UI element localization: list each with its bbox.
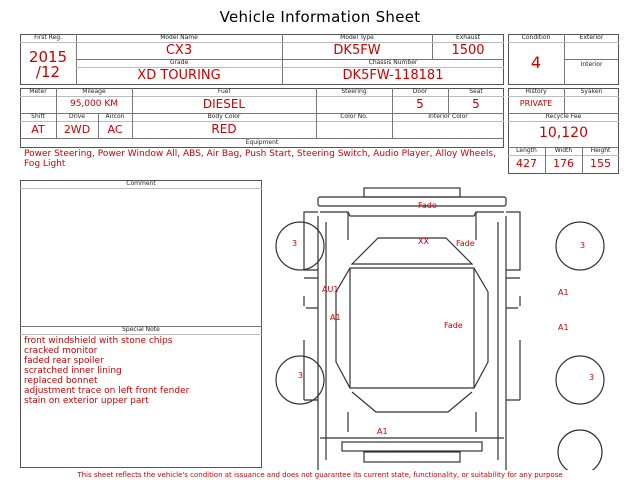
model-name-value: CX3 [165,43,193,58]
aircon-label: Aircon [105,113,125,120]
tire-rl-value: 3 [298,371,304,380]
meter-label: Meter [29,88,47,95]
chassis-number-label: Chassis Number [368,59,418,66]
model-name-label: Model Name [160,34,198,41]
interior-color-label: Interior Color [428,113,468,120]
mark-fade-hood: Fade [418,201,437,210]
first-reg-label: First Reg. [34,34,62,41]
exhaust-label: Exhaust [455,34,481,41]
mark-a1-left-door: A1 [330,313,341,322]
tire-rr-value: 3 [589,373,595,382]
mark-fade-center: Fade [444,321,463,330]
aircon-value: AC [107,123,123,136]
model-type-value: DK5FW [333,43,381,58]
history-label: History [525,88,547,95]
mark-a1-right-lower: A1 [558,323,569,332]
height-value: 155 [590,157,611,170]
first-reg-year: 2015 [28,48,68,66]
mark-xx: XX [418,237,429,246]
special-note-item: cracked monitor [24,346,98,356]
history-value: PRIVATE [519,99,553,108]
special-note-item: adjustment trace on left front fender [24,386,190,396]
comment-box [20,180,262,468]
mark-a1-right-upper: A1 [558,288,569,297]
equipment-value: Power Steering, Power Window All, ABS, Air Bag, Push Start, Steering Switch, Audio Player, Alloy Wheels, Fog Light [24,149,496,169]
first-reg-month: /12 [35,63,61,81]
color-no-label: Color No. [340,113,368,120]
grade-label: Grade [169,59,189,66]
height-label: Height [590,147,611,154]
body-color-value: RED [211,122,237,136]
condition-value: 4 [530,53,542,72]
recycle-fee-label: Recycle Fee [545,113,582,120]
length-value: 427 [516,157,537,170]
body-color-label: Body Color [207,113,241,120]
exterior-label: Exterior [579,34,604,41]
condition-label: Condition [521,34,551,41]
length-label: Length [516,147,537,154]
door-label: Door [412,88,428,95]
fuel-label: Fuel [217,88,231,95]
fuel-value: DIESEL [202,97,246,111]
tire-fr-value: 3 [580,241,586,250]
comment-label: Comment [126,180,156,187]
special-note-label: Special Note [122,326,160,333]
mileage-value: 95,000 KM [69,99,119,109]
model-type-label: Model Type [340,34,374,41]
seat-label: Seat [469,88,483,95]
drive-value: 2WD [63,123,91,136]
width-label: Width [554,147,573,154]
width-value: 176 [553,157,574,170]
special-note-item: replaced bonnet [24,376,98,386]
equipment-label: Equipment [245,139,279,146]
drive-label: Drive [69,113,85,120]
shift-value: AT [31,123,45,136]
mileage-label: Mileage [82,88,106,95]
recycle-fee-value: 10,120 [539,125,588,141]
tire-fl-value: 3 [292,239,298,248]
special-note-item: front windshield with stone chips [24,336,173,346]
special-note-list [24,336,189,406]
mark-au1: AU1 [322,285,339,294]
door-value: 5 [416,97,424,111]
steering-label: Steering [341,88,367,95]
mark-fade-roof: Fade [456,239,475,248]
mark-a1-bottom: A1 [377,427,388,436]
disclaimer-footer: This sheet reflects the vehicle's condition at issuance and does not guarantee its current state, functionality, or suitability for any purpose [77,471,563,479]
grade-value: XD TOURING [137,68,221,83]
chassis-number-value: DK5FW-118181 [342,68,444,83]
seat-value: 5 [472,97,480,111]
sheet-title: Vehicle Information Sheet [219,8,421,26]
interior-label: Interior [580,61,603,68]
special-note-item: scratched inner lining [24,366,122,376]
special-note-item: faded rear spoiler [24,356,104,366]
car-damage-diagram [270,180,620,470]
special-note-item: stain on exterior upper part [24,396,149,406]
syaken-label: Syaken [580,88,603,95]
exhaust-value: 1500 [451,43,485,58]
shift-label: Shift [31,113,45,120]
